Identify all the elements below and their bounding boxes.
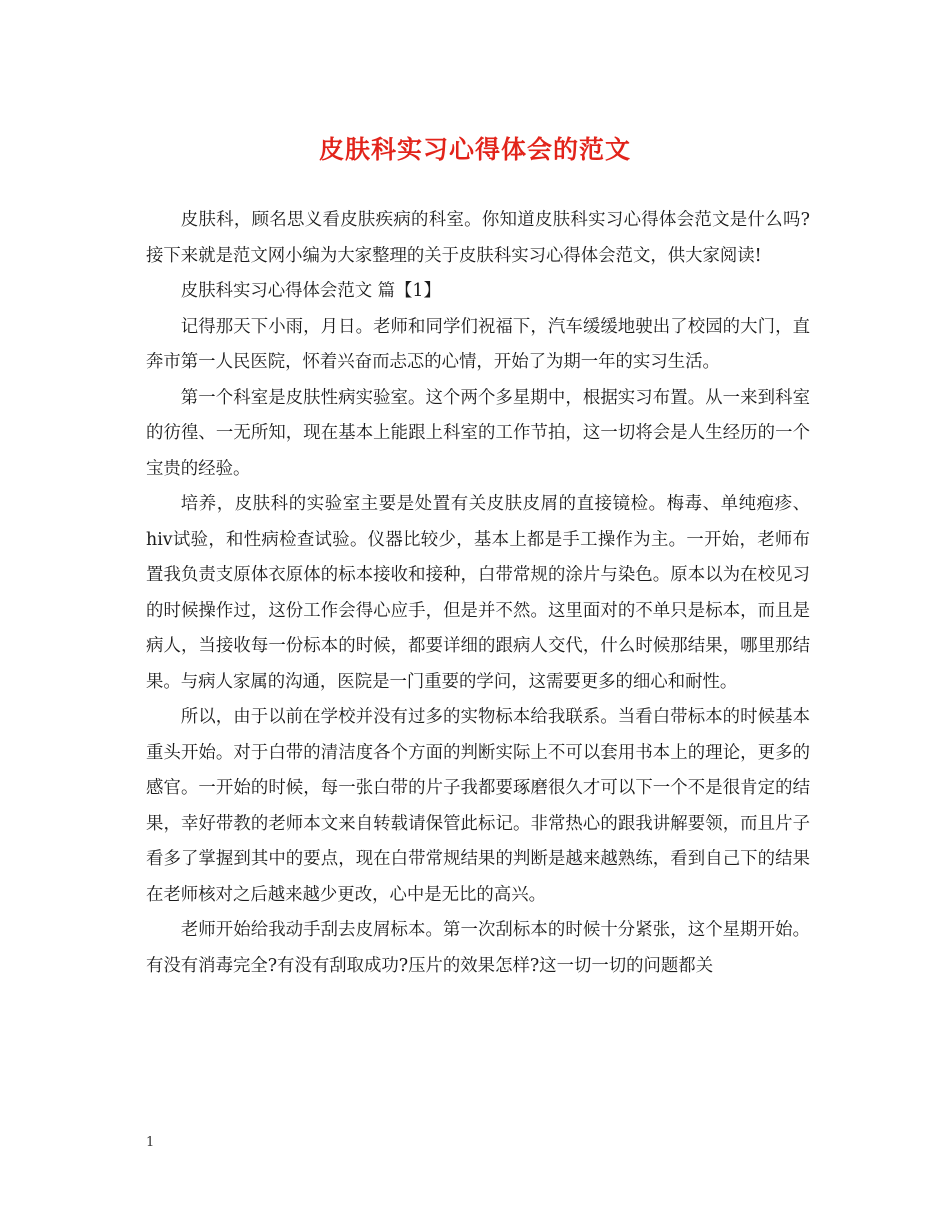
paragraph: 第一个科室是皮肤性病实验室。这个两个多星期中，根据实习布置。从一来到科室的彷徨、一无所知，现在基本上能跟上科室的工作节拍，这一切将会是人生经历的一个宝贵的经验。 (146, 387, 810, 479)
paragraph: 记得那天下小雨，月日。老师和同学们祝福下，汽车缓缓地驶出了校园的大门，直奔市第一人民医院，怀着兴奋而忐忑的心情，开始了为期一年的实习生活。 (146, 316, 810, 372)
paragraph: 老师开始给我动手刮去皮屑标本。第一次刮标本的时候十分紧张，这个星期开始。有没有消毒完全?有没有刮取成功?压片的效果怎样?这一切一切的问题都关 (146, 920, 810, 976)
document-title: 皮肤科实习心得体会的范文 (318, 135, 631, 164)
paragraph: 培养，皮肤科的实验室主要是处置有关皮肤皮屑的直接镜检。梅毒、单纯疱疹、hiv试验，和性病检查试验。仪器比较少，基本上都是手工操作为主。一开始，老师布置我负责支原体衣原体的标本接收和接种，白带常规的涂片与染色。原本以为在校见习的时候操作过，这份工作会得心应手，但是并不然。这里面对的不单只是标本，而且是病人，当接收每一份标本的时候，都要详细的跟病人交代，什么时候那结果，哪里那结果。与病人家属的沟通，医院是一门重要的学问，这需要更多的细心和耐性。 (146, 494, 810, 692)
paragraph-intro: 皮肤科，顾名思义看皮肤疾病的科室。你知道皮肤科实习心得体会范文是什么吗?接下来就是范文网小编为大家整理的关于皮肤科实习心得体会范文，供大家阅读! (146, 210, 810, 266)
page-number: 1 (146, 1135, 155, 1150)
document-body (146, 203, 810, 984)
paragraph: 所以，由于以前在学校并没有过多的实物标本给我联系。当看白带标本的时候基本重头开始。对于白带的清洁度各个方面的判断实际上不可以套用书本上的理论，更多的感官。一开始的时候，每一张白带的片子我都要琢磨很久才可以下一个不是很肯定的结果，幸好带教的老师本文来自转载请保管此标记。非常热心的跟我讲解要领，而且片子看多了掌握到其中的要点，现在白带常规结果的判断是越来越熟练，看到自己下的结果在老师核对之后越来越少更改，心中是无比的高兴。 (146, 707, 810, 905)
section-heading: 皮肤科实习心得体会范文 篇【1】 (180, 281, 441, 301)
